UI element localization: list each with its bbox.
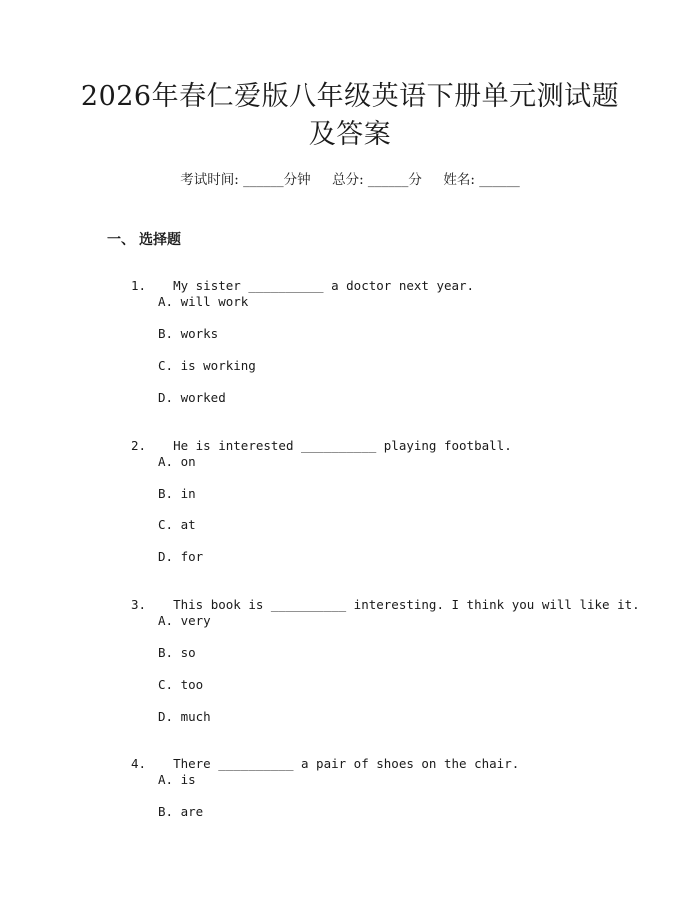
option-3b: B. so (158, 645, 196, 660)
option-4a: A. is (158, 772, 196, 787)
section-heading (107, 229, 181, 249)
question-number: 1. (131, 278, 147, 293)
title-line-2: 及答案 (308, 119, 392, 150)
question-number: 4. (131, 756, 147, 771)
question-text: There __________ a pair of shoes on the chair. (173, 756, 520, 771)
option-4b: B. are (158, 804, 204, 819)
option-2b: B. in (158, 486, 196, 501)
exam-info-line: 考试时间: ______分钟 总分: ______分 姓名: ______ (180, 172, 520, 188)
question-number: 3. (131, 597, 147, 612)
option-2a: A. on (158, 454, 196, 469)
document-title (0, 78, 700, 154)
question-text: He is interested __________ playing football. (173, 438, 512, 453)
option-2d: D. for (158, 549, 204, 564)
question-4 (131, 740, 520, 772)
option-2c: C. at (158, 517, 196, 532)
section-label: 选择题 (139, 232, 181, 248)
title-line-1: 2026年春仁爱版八年级英语下册单元测试题 (80, 81, 620, 112)
option-1b: B. works (158, 326, 219, 341)
section-number: 一、 (107, 232, 135, 248)
option-1c: C. is working (158, 358, 256, 373)
question-1 (131, 262, 475, 294)
option-3a: A. very (158, 613, 211, 628)
option-3d: D. much (158, 709, 211, 724)
question-2 (131, 422, 512, 454)
option-1d: D. worked (158, 390, 226, 405)
option-1a: A. will work (158, 294, 249, 309)
question-number: 2. (131, 438, 147, 453)
question-text: My sister __________ a doctor next year. (173, 278, 475, 293)
question-3 (131, 581, 640, 613)
question-text: This book is __________ interesting. I think you will like it. (173, 597, 640, 612)
option-3c: C. too (158, 677, 204, 692)
